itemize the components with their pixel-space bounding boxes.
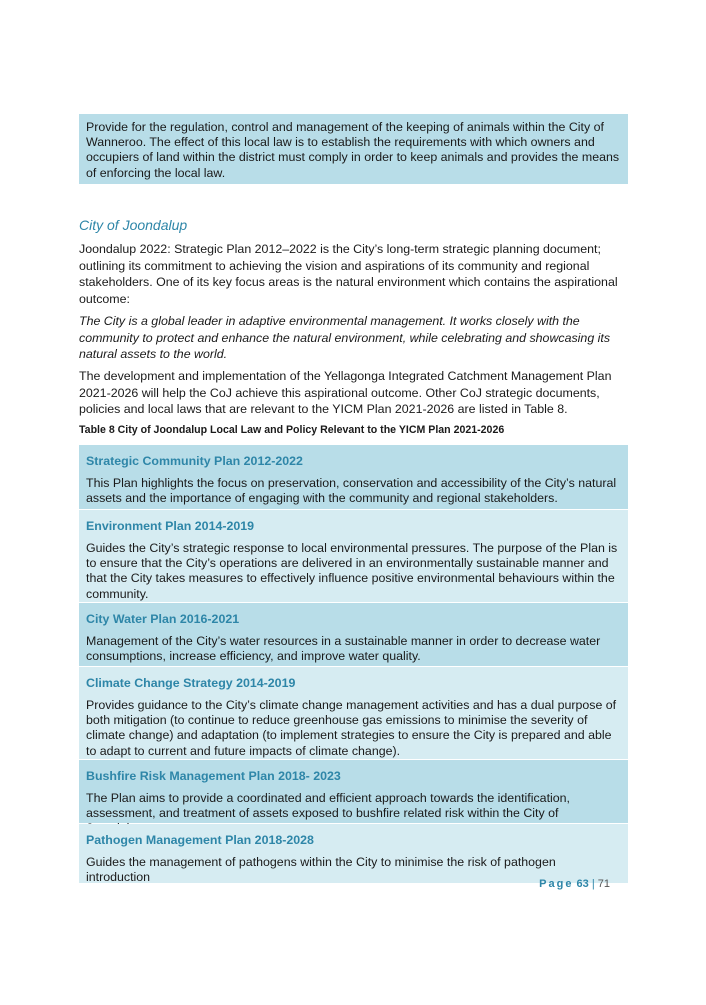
- table-row: [79, 824, 628, 884]
- table-row: [79, 603, 628, 667]
- page-separator: |: [591, 878, 595, 890]
- table-row: [79, 667, 628, 760]
- row-title: Bushfire Risk Management Plan 2018- 2023: [86, 769, 341, 783]
- page-number: 63: [576, 878, 589, 890]
- row-body: Guides the City’s strategic response to local environmental pressures. The purpose of the Plan is to ensure that the City’s operations are delivered in an environmentally sustainable manner and that the City takes measures to effectively influence positive environmental behaviours within the community.: [86, 541, 618, 601]
- row-body: The Plan aims to provide a coordinated and efficient approach towards the identification, assessment, and treatment of assets exposed to bushfire related risk within the City of: [86, 791, 570, 821]
- row-body: This Plan highlights the focus on preservation, conservation and accessibility of the City’s natural assets and the importance of engaging with the community and regional stakeholders.: [86, 476, 617, 506]
- page-label: Page: [539, 878, 574, 890]
- paragraph-quote: The City is a global leader in adaptive environmental management. It works closely with the community to protect and enhance the natural environment, while celebrating and showcasing its natural assets to the world.: [79, 314, 611, 361]
- top-text-box: [79, 114, 628, 184]
- row-title: Strategic Community Plan 2012-2022: [86, 454, 303, 468]
- page-footer: [539, 878, 610, 890]
- row-title: Climate Change Strategy 2014-2019: [86, 676, 296, 690]
- row-title: Environment Plan 2014-2019: [86, 519, 255, 533]
- row-body: Provides guidance to the City’s climate change management activities and has a dual purpose of both mitigation (to continue to reduce greenhouse gas emissions to minimise the severity of climate change) and adaptation (to implement strategies to ensure the City is prepared and able to adapt to current and future impacts of climate change).: [86, 698, 617, 758]
- row-title: Pathogen Management Plan 2018-2028: [86, 833, 314, 847]
- section-heading: City of Joondalup: [79, 217, 188, 233]
- row-body: Guides the management of pathogens within the City to minimise the risk of pathogen introduction: [86, 855, 556, 885]
- total-pages: 71: [597, 878, 610, 890]
- table-row: [79, 760, 628, 824]
- table-row: [79, 510, 628, 603]
- paragraph-plan: The development and implementation of the Yellagonga Integrated Catchment Management Plan 2021-2026 will help the CoJ achieve this aspirational outcome. Other CoJ strategic documents, policies and local laws that are relevant to the YICM Plan 2021-2026 are listed in Table 8.: [79, 369, 612, 416]
- row-title: City Water Plan 2016-2021: [86, 612, 240, 626]
- paragraph-intro: Joondalup 2022: Strategic Plan 2012–2022 is the City’s long-term strategic planning document; outlining its commitment to achieving the vision and aspirations of its community and regional stakeholders. One of its key focus areas is the natural environment which contains the aspirational outcome:: [79, 242, 618, 306]
- table-row: [79, 445, 628, 510]
- table-caption: Table 8 City of Joondalup Local Law and Policy Relevant to the YICM Plan 2021-2026: [79, 424, 505, 436]
- row-body: Management of the City’s water resources in a sustainable manner in order to decrease water consumptions, increase efficiency, and improve water quality.: [86, 634, 601, 664]
- top-box-text: Provide for the regulation, control and management of the keeping of animals within the City of Wanneroo. The effect of this local law is to establish the requirements with which owners and occupiers of land within the district must comply in order to keep animals and provides the means of enforcing the local law.: [86, 120, 620, 180]
